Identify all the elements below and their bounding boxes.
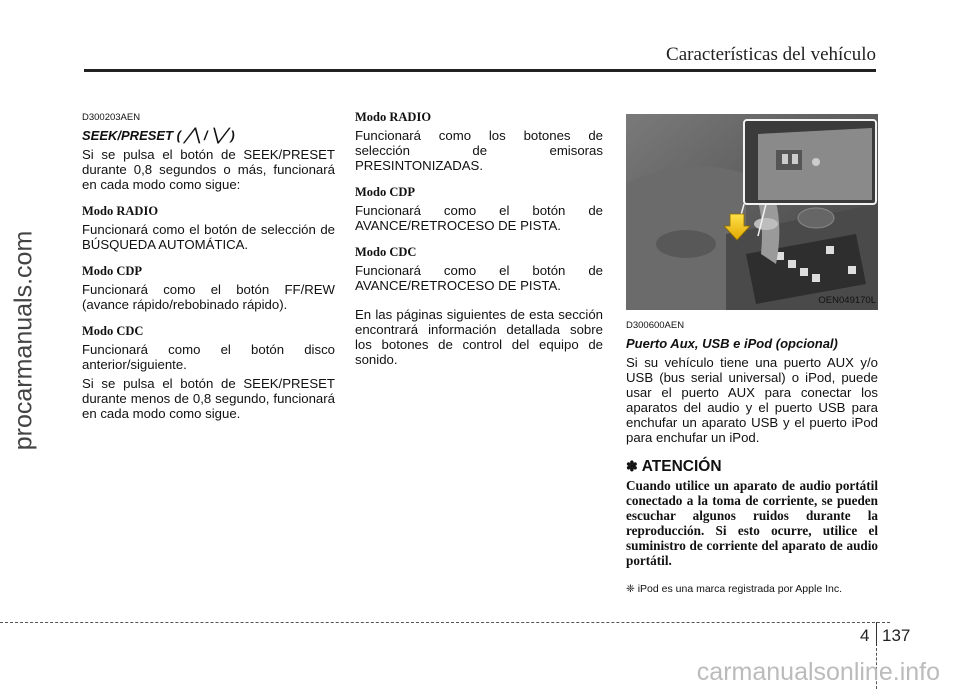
cdc-mode-title: Modo CDC	[82, 324, 144, 338]
console-illustration	[626, 114, 878, 310]
section-heading-aux-usb: Puerto Aux, USB e iPod (opcional)	[626, 336, 838, 351]
radio-mode-text: Funcionará como el botón de selección de BÚSQUEDA AUTOMÁTICA.	[82, 222, 335, 252]
cdc-mode-title-2: Modo CDC	[355, 245, 417, 259]
section-code: D300203AEN	[82, 112, 141, 123]
seek-short-press-text: Si se pulsa el botón de SEEK/PRESET durante menos de 0,8 segundo, funcionará en cada modo como sigue.	[82, 376, 335, 421]
aux-usb-text: Si su vehículo tiene una puerto AUX y/o USB (bus serial universal) o iPod, puede usar el puerto AUX para conectar los aparatos del audio y el puerto USB para enchufar un aparato USB y el puerto iPod para enchufar un iPod.	[626, 355, 878, 445]
page-header-title: Características del vehículo	[666, 44, 876, 65]
cdp-mode-title: Modo CDP	[82, 264, 143, 278]
page-number-value: 137	[882, 626, 911, 645]
photo-code-label: OEN049170L	[818, 295, 876, 306]
seek-intro-text: Si se pulsa el botón de SEEK/PRESET durante 0,8 segundos o más, funcionará en cada modo como sigue:	[82, 147, 335, 192]
section-code-aux: D300600AEN	[626, 320, 685, 331]
watermark-left	[4, 150, 44, 530]
page-number-separator	[876, 622, 877, 646]
section-heading-seek-preset: SEEK/PRESET ( ╱╲ / ╲╱ )	[82, 128, 235, 143]
cdp-mode-text-2: Funcionará como el botón de AVANCE/RETROCESO DE PISTA.	[355, 203, 603, 233]
chapter-number: 4	[860, 626, 870, 645]
cdc-mode-text: Funcionará como el botón disco anterior/siguiente.	[82, 342, 335, 372]
cdp-mode-title-2: Modo CDP	[355, 185, 416, 199]
column-3	[626, 114, 878, 597]
audio-controls-outro: En las páginas siguientes de esta sección encontrará información detallada sobre los botones de control del equipo de sonido.	[355, 307, 603, 367]
footer-rule	[0, 622, 890, 623]
warning-title: ATENCIÓN	[641, 458, 722, 475]
cdc-mode-text-2: Funcionará como el botón de AVANCE/RETROCESO DE PISTA.	[355, 263, 603, 293]
asterisk-icon: ✽	[626, 458, 638, 474]
warning-heading	[626, 459, 878, 474]
radio-mode-title: Modo RADIO	[82, 204, 159, 218]
aux-usb-port-photo	[626, 114, 878, 310]
warning-text: Cuando utilice un aparato de audio portátil conectado a la toma de corriente, se pueden escuchar algunos ruidos durante la reproducción. Si esto ocurre, utilice el suministro de corriente del aparato de audio portátil.	[626, 478, 878, 568]
column-2	[355, 110, 603, 367]
radio-mode-text-2: Funcionará como los botones de selección de emisoras PRESINTONIZADAS.	[355, 128, 603, 173]
cdp-mode-text: Funcionará como el botón FF/REW (avance rápido/rebobinado rápido).	[82, 282, 335, 312]
column-1	[82, 110, 335, 421]
watermark-bottom: carmanualsonline.info	[696, 658, 940, 686]
header-rule	[84, 69, 876, 72]
watermark-left-text: procarmanuals.com	[9, 230, 38, 450]
radio-mode-title-2: Modo RADIO	[355, 110, 432, 124]
ipod-trademark-note: ❈ iPod es una marca registrada por Apple Inc.	[626, 583, 842, 595]
